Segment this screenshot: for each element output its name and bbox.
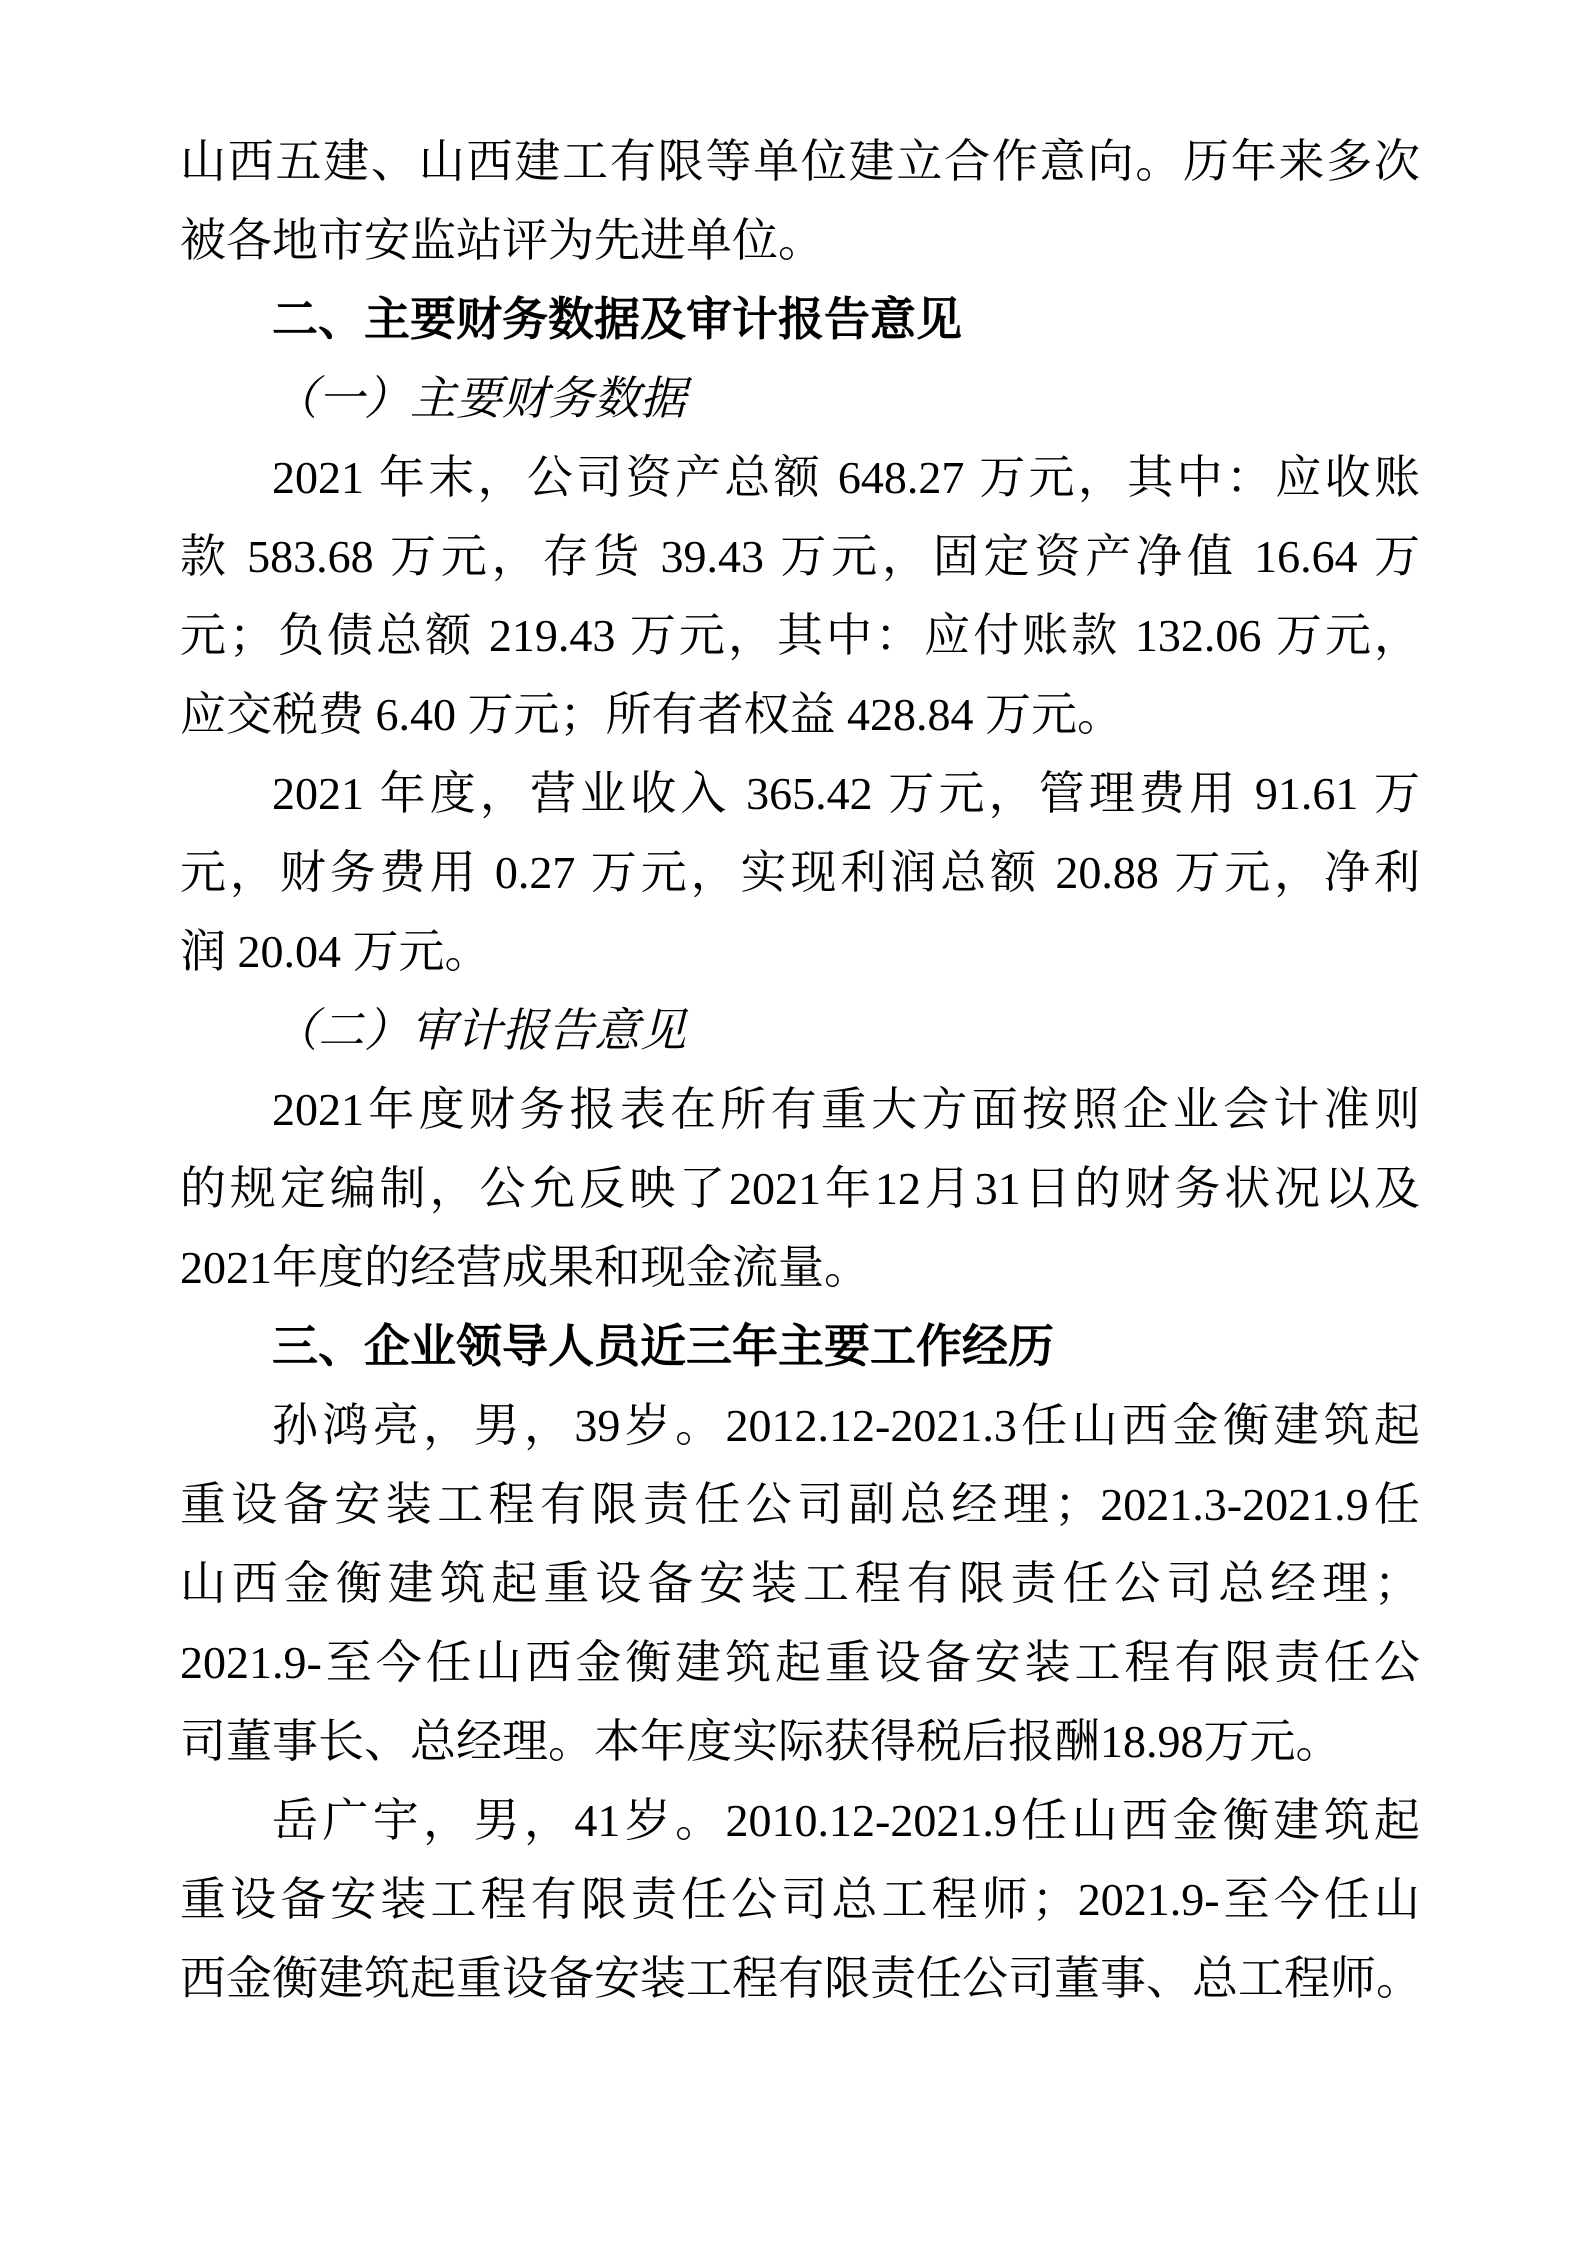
paragraph-intro-line: 山西五建、山西建工有限等单位建立合作意向。历年来多次 [180,136,1420,187]
paragraph-balance-line: 款 583.68 万元，存货 39.43 万元，固定资产净值 16.64 万 [180,531,1420,582]
paragraph-income-line: 润 20.04 万元。 [180,926,491,977]
heading-section-3: 三、企业领导人员近三年主要工作经历 [272,1320,1054,1372]
paragraph-balance-line: 应交税费 6.40 万元；所有者权益 428.84 万元。 [180,689,1123,740]
subheading-audit-opinion: （二）审计报告意见 [272,1005,686,1056]
paragraph-yue-guangyu-line: 重设备安装工程有限责任公司总工程师；2021.9-至今任山 [180,1874,1420,1925]
paragraph-balance-line: 元；负债总额 219.43 万元，其中：应付账款 132.06 万元， [180,610,1420,661]
heading-section-2: 二、主要财务数据及审计报告意见 [272,293,962,345]
paragraph-sun-hongliang-line: 司董事长、总经理。本年度实际获得税后报酬18.98万元。 [180,1716,1342,1767]
paragraph-income-line: 元，财务费用 0.27 万元，实现利润总额 20.88 万元，净利 [180,847,1420,898]
paragraph-intro-line: 被各地市安监站评为先进单位。 [180,215,824,266]
paragraph-sun-hongliang-line: 2021.9-至今任山西金衡建筑起重设备安装工程有限责任公 [180,1637,1420,1688]
paragraph-yue-guangyu-line: 岳广宇，男，41岁。2010.12-2021.9任山西金衡建筑起 [272,1795,1420,1846]
paragraph-audit-line: 2021年度的经营成果和现金流量。 [180,1242,870,1293]
paragraph-balance-line: 2021 年末，公司资产总额 648.27 万元，其中：应收账 [272,452,1420,503]
paragraph-sun-hongliang-line: 孙鸿亮，男，39岁。2012.12-2021.3任山西金衡建筑起 [272,1400,1420,1451]
subheading-financial-data: （一）主要财务数据 [272,373,686,424]
paragraph-sun-hongliang-line: 山西金衡建筑起重设备安装工程有限责任公司总经理； [180,1558,1420,1609]
paragraph-yue-guangyu-line: 西金衡建筑起重设备安装工程有限责任公司董事、总工程师。 [180,1953,1422,2004]
paragraph-audit-line: 2021年度财务报表在所有重大方面按照企业会计准则 [272,1084,1420,1135]
paragraph-income-line: 2021 年度，营业收入 365.42 万元，管理费用 91.61 万 [272,768,1420,819]
paragraph-sun-hongliang-line: 重设备安装工程有限责任公司副总经理；2021.3-2021.9任 [180,1479,1420,1530]
paragraph-audit-line: 的规定编制，公允反映了2021年12月31日的财务状况以及 [180,1163,1420,1214]
